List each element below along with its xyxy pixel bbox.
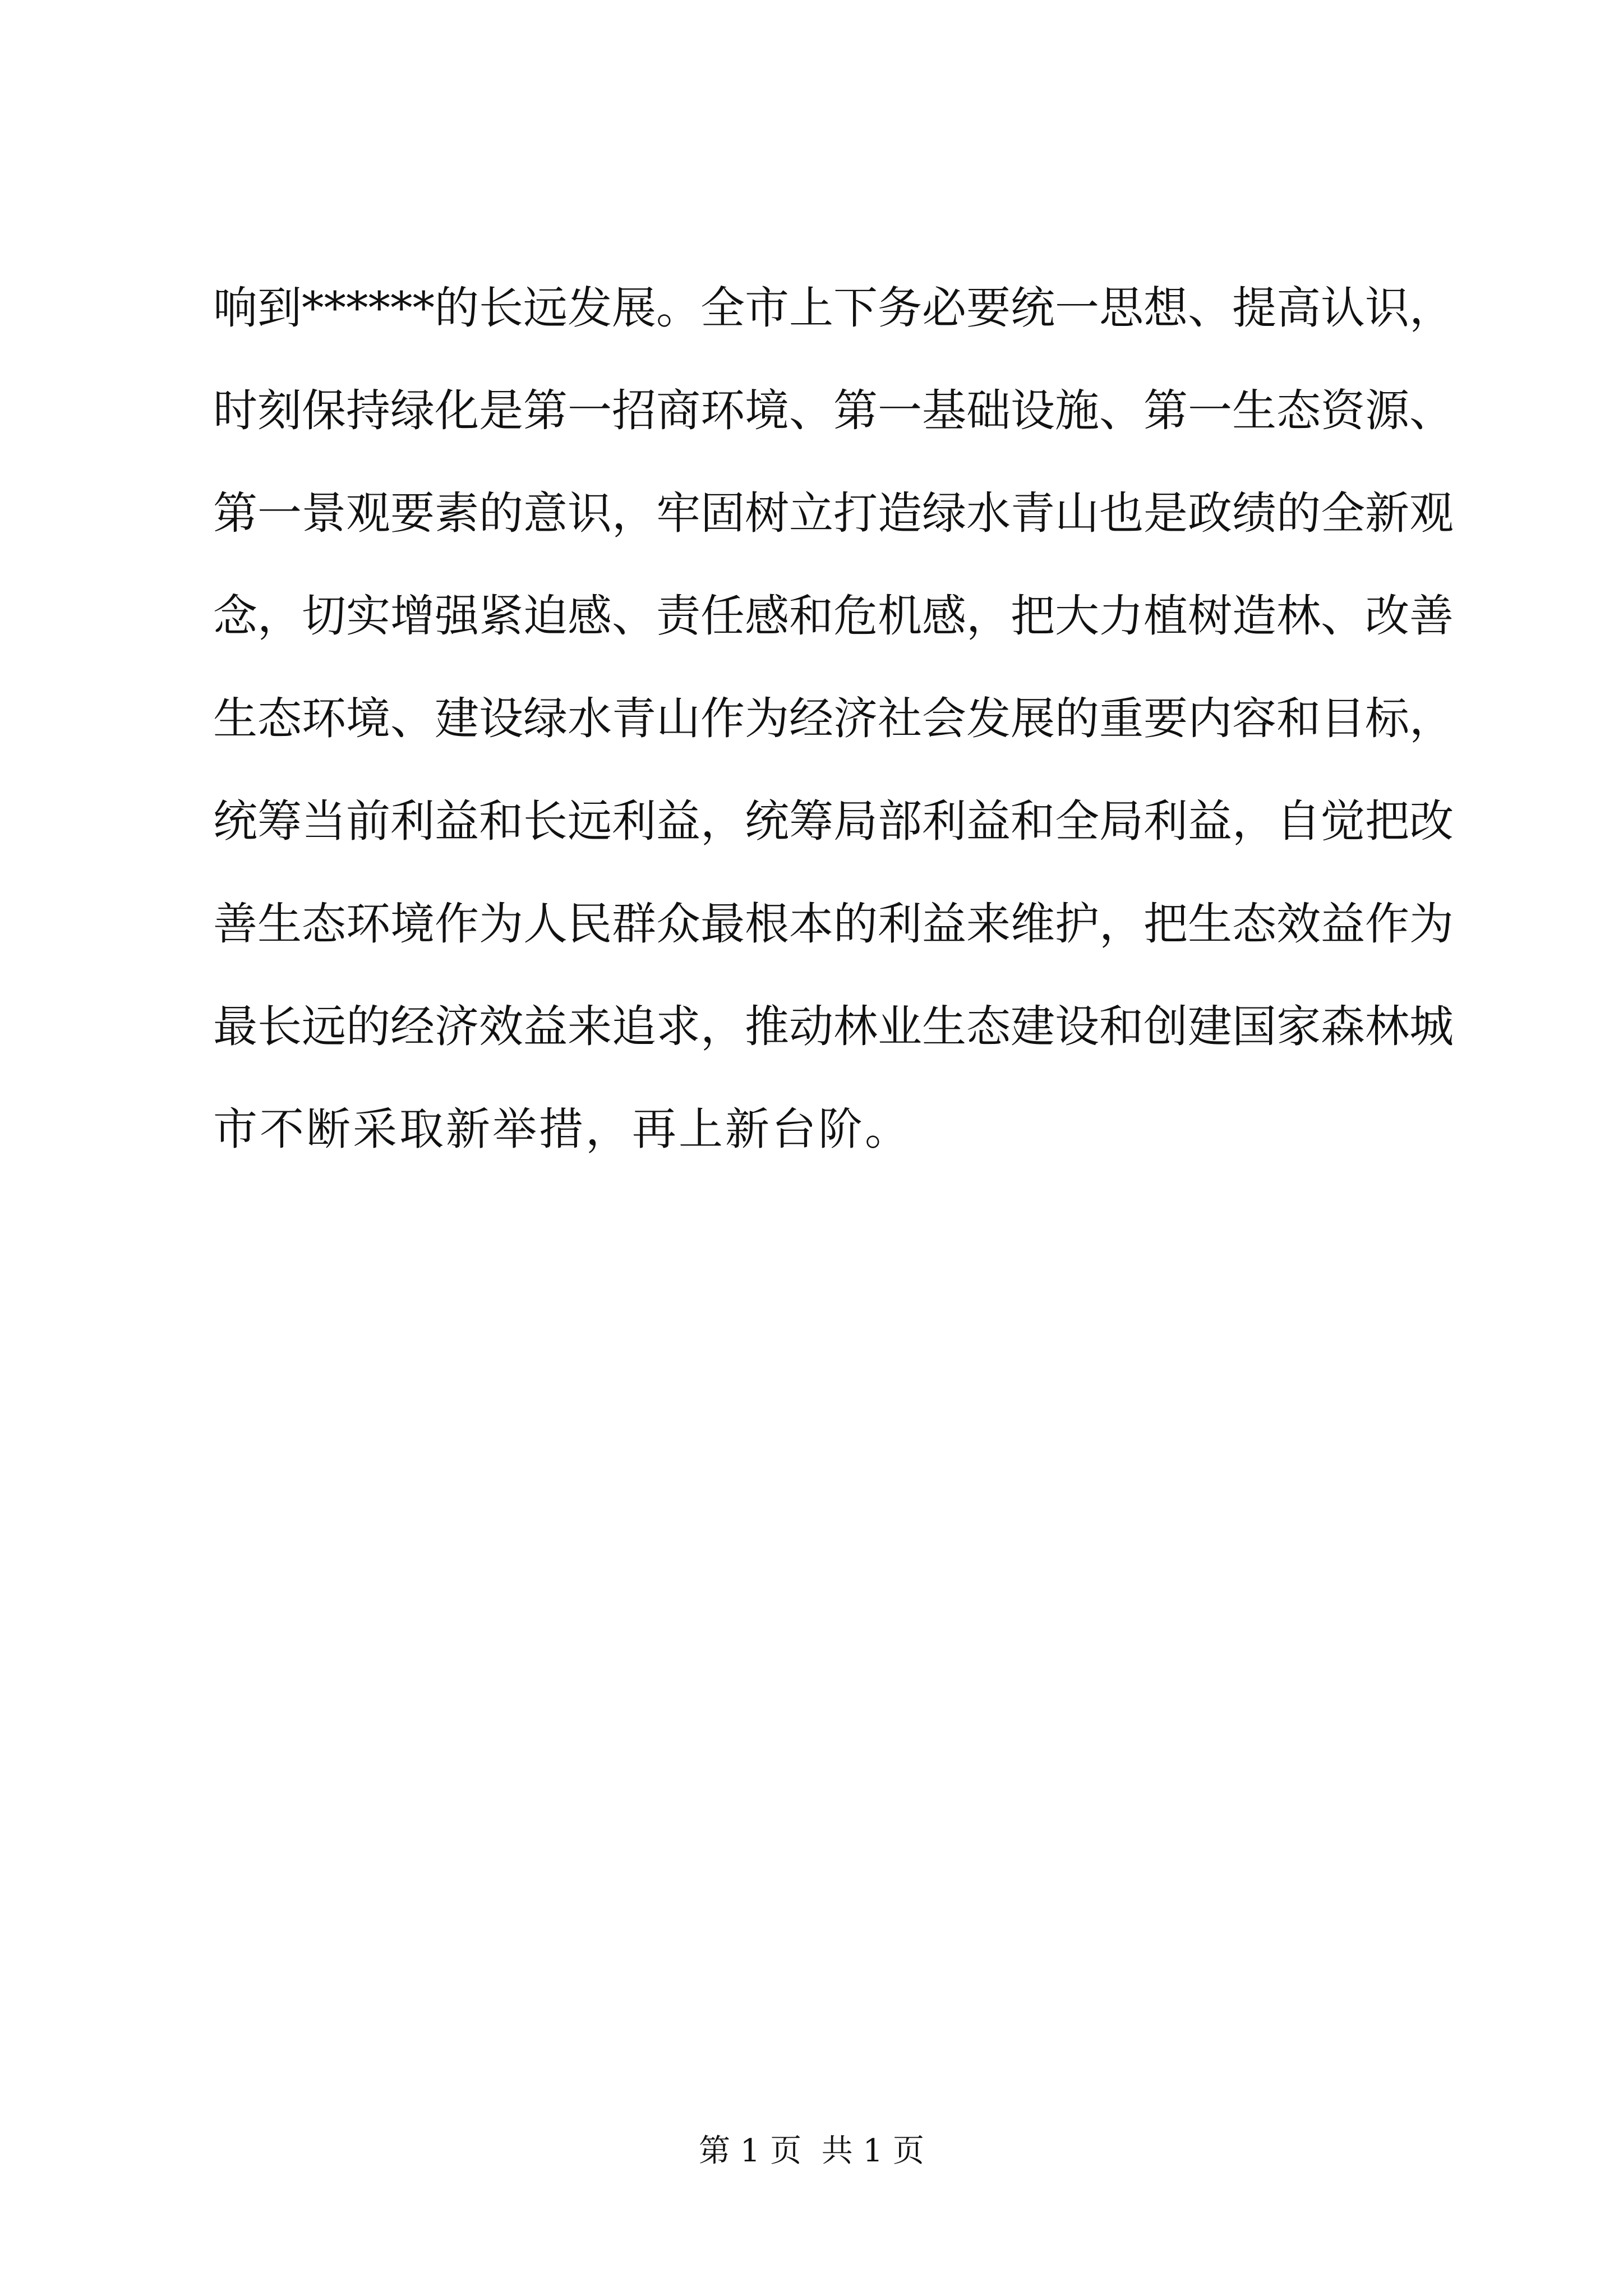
paragraph-line: 统筹当前利益和长远利益，统筹局部利益和全局利益，自觉把改 [213,795,1454,847]
paragraph-line: 最长远的经济效益来追求，推动林业生态建设和创建国家森林城 [213,1001,1454,1052]
paragraph-line: 善生态环境作为人民群众最根本的利益来维护，把生态效益作为 [213,898,1454,950]
body-paragraph [213,282,1454,1210]
page-number-indicator: 第 1 页 共 1 页 [698,2133,925,2169]
paragraph-line: 响到******的长远发展。全市上下务必要统一思想、提高认识， [213,282,1454,334]
paragraph-line: 生态环境、建设绿水青山作为经济社会发展的重要内容和目标， [213,693,1454,744]
paragraph-line: 第一景观要素的意识，牢固树立打造绿水青山也是政绩的全新观 [213,487,1454,539]
paragraph-line: 时刻保持绿化是第一招商环境、第一基础设施、第一生态资源、 [213,385,1454,436]
paragraph-line: 市不断采取新举措，再上新台阶。 [213,1103,911,1155]
paragraph-line: 念，切实增强紧迫感、责任感和危机感，把大力植树造林、改善 [213,590,1454,642]
page-footer [0,2129,1623,2168]
